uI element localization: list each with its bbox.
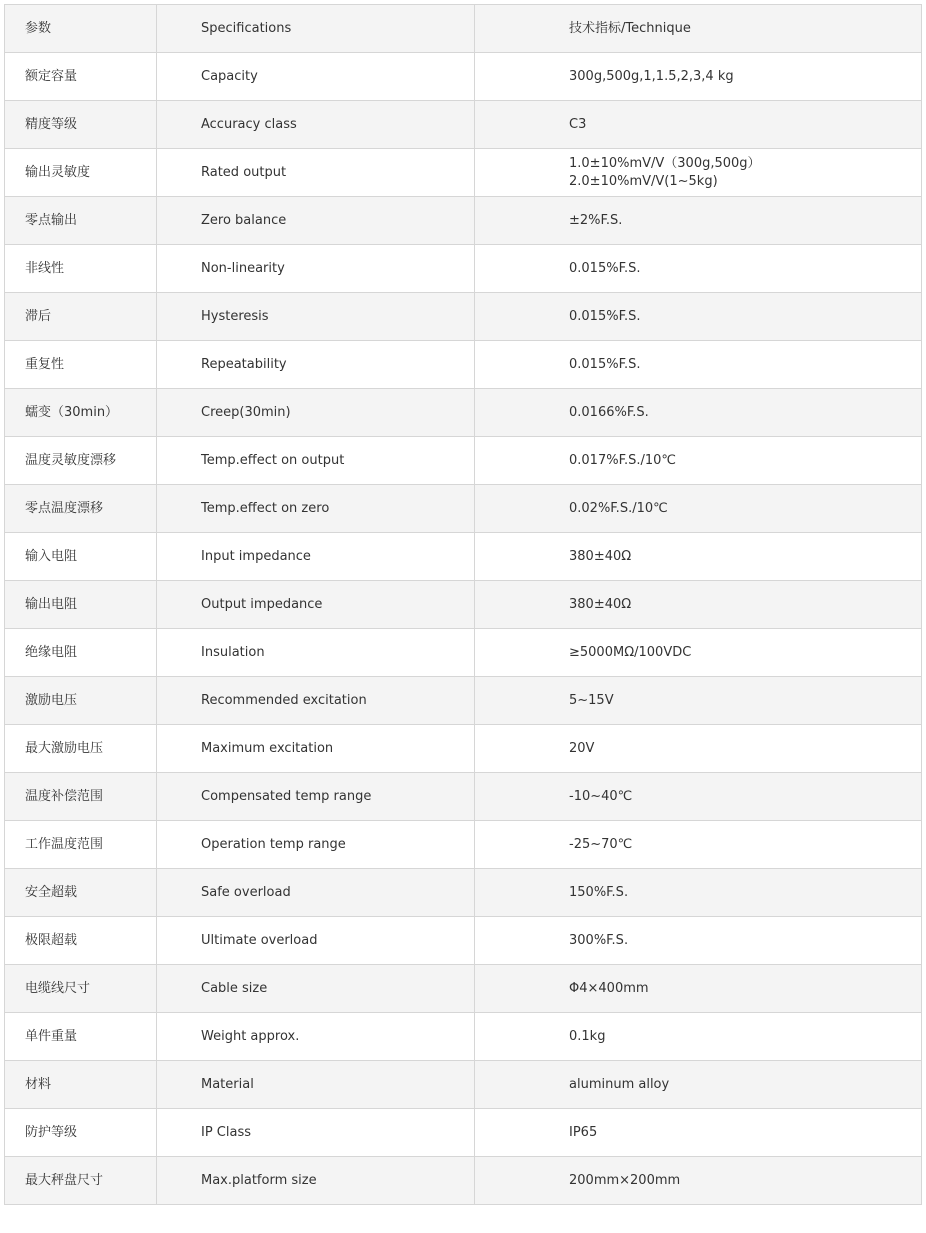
param-value bbox=[475, 917, 922, 965]
spec-row bbox=[5, 293, 922, 341]
param-cn: 绝缘电阻 bbox=[5, 629, 157, 677]
param-en: Safe overload bbox=[157, 869, 475, 917]
spec-row bbox=[5, 533, 922, 581]
param-value bbox=[475, 677, 922, 725]
param-en: Recommended excitation bbox=[157, 677, 475, 725]
param-en: Material bbox=[157, 1061, 475, 1109]
param-cn: 工作温度范围 bbox=[5, 821, 157, 869]
param-value bbox=[475, 725, 922, 773]
param-cn: 单件重量 bbox=[5, 1013, 157, 1061]
spec-row bbox=[5, 869, 922, 917]
param-en: Operation temp range bbox=[157, 821, 475, 869]
param-cn: 材料 bbox=[5, 1061, 157, 1109]
param-cn: 温度灵敏度漂移 bbox=[5, 437, 157, 485]
param-value bbox=[475, 1061, 922, 1109]
spec-row bbox=[5, 917, 922, 965]
param-cn: 激励电压 bbox=[5, 677, 157, 725]
param-value bbox=[475, 773, 922, 821]
param-value-line: 0.02%F.S./10℃ bbox=[569, 500, 668, 516]
param-value bbox=[475, 53, 922, 101]
param-en: Temp.effect on zero bbox=[157, 485, 475, 533]
param-value bbox=[475, 581, 922, 629]
param-value bbox=[475, 389, 922, 437]
param-cn: 温度补偿范围 bbox=[5, 773, 157, 821]
spec-row bbox=[5, 1109, 922, 1157]
header-value: 技术指标/Technique bbox=[475, 5, 922, 53]
param-value bbox=[475, 101, 922, 149]
param-en: IP Class bbox=[157, 1109, 475, 1157]
param-en: Creep(30min) bbox=[157, 389, 475, 437]
param-value-line: ±2%F.S. bbox=[569, 212, 623, 228]
spec-row bbox=[5, 149, 922, 197]
param-en: Repeatability bbox=[157, 341, 475, 389]
spec-row bbox=[5, 1013, 922, 1061]
param-cn: 电缆线尺寸 bbox=[5, 965, 157, 1013]
param-en: Maximum excitation bbox=[157, 725, 475, 773]
param-value-line: -25~70℃ bbox=[569, 836, 633, 852]
param-value bbox=[475, 341, 922, 389]
param-en: Weight approx. bbox=[157, 1013, 475, 1061]
param-value-line: 0.015%F.S. bbox=[569, 260, 641, 276]
param-value-line: 380±40Ω bbox=[569, 596, 632, 612]
spec-row bbox=[5, 965, 922, 1013]
spec-row bbox=[5, 485, 922, 533]
spec-row bbox=[5, 773, 922, 821]
spec-table-body bbox=[5, 5, 922, 1205]
spec-row bbox=[5, 581, 922, 629]
param-cn: 防护等级 bbox=[5, 1109, 157, 1157]
spec-row bbox=[5, 53, 922, 101]
param-value bbox=[475, 293, 922, 341]
param-cn: 蠕变（30min） bbox=[5, 389, 157, 437]
spec-row bbox=[5, 1061, 922, 1109]
spec-row bbox=[5, 389, 922, 437]
param-value-line: 5~15V bbox=[569, 692, 614, 708]
param-cn: 最大秤盘尺寸 bbox=[5, 1157, 157, 1205]
param-value-line: 150%F.S. bbox=[569, 884, 629, 900]
param-value bbox=[475, 1157, 922, 1205]
param-en: Input impedance bbox=[157, 533, 475, 581]
param-value-line: 200mm×200mm bbox=[569, 1172, 681, 1188]
spec-table bbox=[4, 4, 922, 1205]
param-value bbox=[475, 149, 922, 197]
param-cn: 输出电阻 bbox=[5, 581, 157, 629]
param-value bbox=[475, 1109, 922, 1157]
param-value bbox=[475, 437, 922, 485]
param-en: Accuracy class bbox=[157, 101, 475, 149]
param-en: Hysteresis bbox=[157, 293, 475, 341]
param-en: Max.platform size bbox=[157, 1157, 475, 1205]
param-cn: 安全超载 bbox=[5, 869, 157, 917]
param-value-line: 300%F.S. bbox=[569, 932, 629, 948]
param-en: Rated output bbox=[157, 149, 475, 197]
param-value-line: IP65 bbox=[569, 1124, 598, 1140]
param-value bbox=[475, 821, 922, 869]
param-value bbox=[475, 869, 922, 917]
param-en: Non-linearity bbox=[157, 245, 475, 293]
param-cn: 最大激励电压 bbox=[5, 725, 157, 773]
param-cn: 极限超载 bbox=[5, 917, 157, 965]
spec-row bbox=[5, 1157, 922, 1205]
param-en: Cable size bbox=[157, 965, 475, 1013]
header-cn: 参数 bbox=[5, 5, 157, 53]
param-en: Insulation bbox=[157, 629, 475, 677]
header-en: Specifications bbox=[157, 5, 475, 53]
param-cn: 输出灵敏度 bbox=[5, 149, 157, 197]
spec-row bbox=[5, 197, 922, 245]
spec-row bbox=[5, 677, 922, 725]
param-value-line: 20V bbox=[569, 740, 595, 756]
param-value-line: 380±40Ω bbox=[569, 548, 632, 564]
param-cn: 输入电阻 bbox=[5, 533, 157, 581]
param-en: Zero balance bbox=[157, 197, 475, 245]
param-cn: 精度等级 bbox=[5, 101, 157, 149]
param-value-line: 0.0166%F.S. bbox=[569, 404, 649, 420]
spec-row bbox=[5, 101, 922, 149]
param-value-line: 300g,500g,1,1.5,2,3,4 kg bbox=[569, 68, 734, 84]
param-value-line: ≥5000MΩ/100VDC bbox=[569, 644, 692, 660]
param-value bbox=[475, 533, 922, 581]
param-value-line: C3 bbox=[569, 116, 587, 132]
spec-row bbox=[5, 821, 922, 869]
param-value-line: aluminum alloy bbox=[569, 1076, 670, 1092]
param-en: Compensated temp range bbox=[157, 773, 475, 821]
spec-row bbox=[5, 245, 922, 293]
param-value-line: 0.015%F.S. bbox=[569, 308, 641, 324]
param-cn: 滞后 bbox=[5, 293, 157, 341]
param-cn: 额定容量 bbox=[5, 53, 157, 101]
spec-row bbox=[5, 629, 922, 677]
param-value bbox=[475, 965, 922, 1013]
param-en: Capacity bbox=[157, 53, 475, 101]
param-cn: 零点温度漂移 bbox=[5, 485, 157, 533]
param-cn: 非线性 bbox=[5, 245, 157, 293]
param-value-line: 0.015%F.S. bbox=[569, 356, 641, 372]
param-value-line: 0.1kg bbox=[569, 1028, 606, 1044]
param-value bbox=[475, 485, 922, 533]
param-value-line: 1.0±10%mV/V（300g,500g） bbox=[569, 155, 761, 171]
param-value-line: -10~40℃ bbox=[569, 788, 633, 804]
param-value bbox=[475, 245, 922, 293]
param-cn: 重复性 bbox=[5, 341, 157, 389]
spec-row bbox=[5, 437, 922, 485]
param-en: Temp.effect on output bbox=[157, 437, 475, 485]
spec-row bbox=[5, 725, 922, 773]
param-value bbox=[475, 1013, 922, 1061]
param-value bbox=[475, 629, 922, 677]
param-value-line: 2.0±10%mV/V(1~5kg) bbox=[569, 173, 718, 189]
param-en: Ultimate overload bbox=[157, 917, 475, 965]
header-row bbox=[5, 5, 922, 53]
param-en: Output impedance bbox=[157, 581, 475, 629]
param-value bbox=[475, 197, 922, 245]
param-cn: 零点输出 bbox=[5, 197, 157, 245]
param-value-line: 0.017%F.S./10℃ bbox=[569, 452, 676, 468]
spec-row bbox=[5, 341, 922, 389]
param-value-line: Φ4×400mm bbox=[569, 980, 649, 996]
